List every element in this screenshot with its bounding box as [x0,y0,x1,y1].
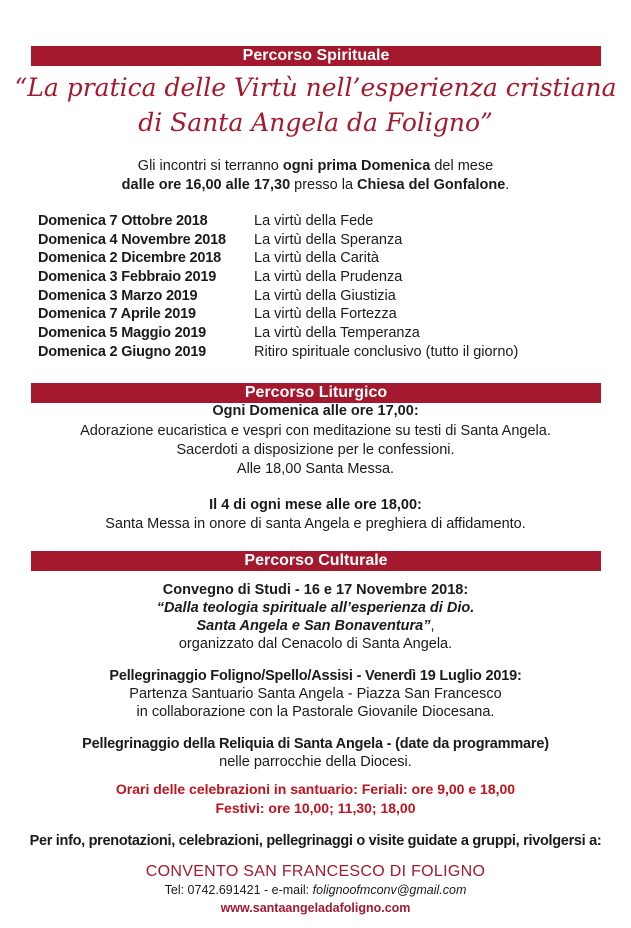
section-header-cultural: Percorso Culturale [31,551,601,571]
convegno-subtitle-1: “Dalla teologia spirituale all’esperienza di Dio. [156,600,475,616]
schedule-date: Domenica 4 Novembre 2018 [38,231,226,248]
tel-email-label: Tel: 0742.691421 - e-mail: [164,883,313,897]
website-link[interactable]: www.santaangeladafoligno.com [220,901,411,915]
intro-text: presso la [290,177,358,193]
section-header-liturgical: Percorso Liturgico [31,383,601,403]
schedule-topic: La virtù della Carità [254,250,379,267]
pellegrinaggio-line1: Partenza Santuario Santa Angela - Piazza San Francesco [129,686,502,702]
liturgical-line2: Adorazione eucaristica e vespri con meditazione su testi di Santa Angela. [80,423,551,439]
convegno-organizer: organizzato dal Cenacolo di Santa Angela. [178,636,453,652]
schedule-topic: La virtù della Prudenza [254,269,403,286]
intro-time: dalle ore 16,00 alle 17,30 [121,177,291,193]
convegno-subtitle-2 [0,617,631,635]
schedule-topic: La virtù della Giustizia [254,287,396,304]
intro-place: Chiesa del Gonfalone [357,177,506,193]
intro-text: Gli incontri si terranno [137,158,283,174]
schedule-topic: La virtù della Fede [254,213,374,229]
convent-name: CONVENTO SAN FRANCESCO DI FOLIGNO [145,863,486,880]
course-title-line2: di Santa Angela da Foligno” [138,108,493,137]
schedule-date: Domenica 2 Giugno 2019 [38,343,207,360]
intro-line2 [0,176,631,194]
schedule-date: Domenica 7 Aprile 2019 [38,306,196,323]
reliquia-title: Pellegrinaggio della Reliquia di Santa Angela - (date da programmare) [82,736,549,752]
schedule-row [38,231,608,250]
liturgical-line3: Sacerdoti a disposizione per le confessioni. [176,442,455,458]
email-link[interactable]: folignoofmconv@gmail.com [312,883,467,897]
schedule-holiday: Festivi: ore 10,00; 11,30; 18,00 [215,800,416,816]
pellegrinaggio-title: Pellegrinaggio Foligno/Spello/Assisi - Venerdì 19 Luglio 2019: [109,668,522,684]
schedule-row [38,343,608,362]
liturgical-line6: Santa Messa in onore di santa Angela e preghiera di affidamento. [105,516,526,532]
schedule-date: Domenica 5 Maggio 2019 [38,325,207,342]
schedule-topic: La virtù della Temperanza [254,325,420,342]
schedule-date: Domenica 3 Marzo 2019 [38,287,198,304]
schedule-date: Domenica 3 Febbraio 2019 [38,269,217,286]
pellegrinaggio-line2: in collaborazione con la Pastorale Giovanile Diocesana. [136,704,495,720]
schedule-row [38,324,608,343]
section-header-spiritual: Percorso Spirituale [31,46,601,66]
convegno-subtitle-2-text: Santa Angela e San Bonaventura” [196,618,431,634]
liturgical-line5: Il 4 di ogni mese alle ore 18,00: [209,497,422,513]
course-title-line1: “La pratica delle Virtù nell’esperienza cristiana [14,73,617,102]
intro-bold: ogni prima Domenica [282,158,431,174]
intro-text: del mese [430,158,494,174]
schedule-topic: Ritiro spirituale conclusivo (tutto il giorno) [254,343,519,360]
intro-line1 [0,157,631,175]
schedule-date: Domenica 2 Dicembre 2018 [38,250,221,267]
liturgical-line4: Alle 18,00 Santa Messa. [236,461,395,477]
schedule-weekday: Orari delle celebrazioni in santuario: Feriali: ore 9,00 e 18,00 [115,781,516,797]
schedule-row [38,249,608,268]
liturgical-line1: Ogni Domenica alle ore 17,00: [212,403,419,419]
contact-line [0,883,631,897]
schedule-topic: La virtù della Fortezza [254,306,397,323]
schedule-list [38,212,608,362]
reliquia-line1: nelle parrocchie della Diocesi. [219,754,412,770]
schedule-row [38,212,608,231]
schedule-date: Domenica 7 Ottobre 2018 [38,213,208,229]
schedule-row [38,287,608,306]
schedule-row [38,305,608,324]
convegno-subtitle-2-tail: , [430,618,435,634]
intro-text: . [505,177,510,193]
schedule-row [38,268,608,287]
schedule-topic: La virtù della Speranza [254,231,403,248]
convegno-title: Convegno di Studi - 16 e 17 Novembre 2018: [162,582,469,598]
info-line: Per info, prenotazioni, celebrazioni, pellegrinaggi o visite guidate a gruppi, rivolgersi a: [29,833,602,849]
